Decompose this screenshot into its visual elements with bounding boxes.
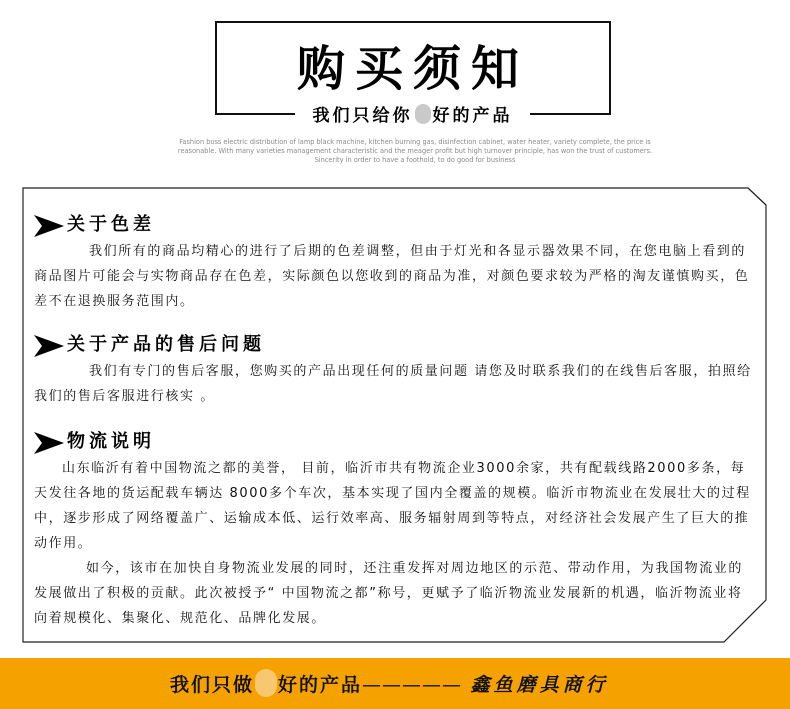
section-header	[34, 211, 754, 239]
section-title: 物流说明	[67, 431, 155, 452]
section-after-sales	[34, 331, 754, 409]
arrow-right-icon	[34, 335, 64, 357]
section-color-difference	[34, 211, 754, 314]
section-paragraph: 山东临沂有着中国物流之都的美誉， 目前，临沂市共有物流企业3000余家，共有配载线路2000多条，每天发往各地的货运配载车辆达 8000多个车次，基本实现了国内全覆盖的规模。临沂市物流业在发展壮大的过程中，逐步形成了网络覆盖广、运输成本低、运行效率高、服务辐射周到等特点，对经济社会发展产生了巨大的推动作用。	[34, 461, 751, 551]
subtitle-before: 我们只给你	[312, 106, 413, 126]
shop-name: 鑫鱼磨具商行	[470, 674, 609, 696]
section-header	[34, 428, 754, 456]
section-paragraph: 我们所有的商品均精心的进行了后期的色差调整，但由于灯光和各显示器效果不同，在您电脑上看到的商品图片可能会与实物商品存在色差，实际颜色以您收到的商品为准，对颜色要求较为严格的淘友谨慎购买，色差不在退换服务范围内。	[34, 244, 750, 309]
banner-dashes: —————	[362, 674, 463, 696]
bottom-banner	[0, 658, 790, 709]
arrow-right-icon	[34, 432, 64, 454]
fine-print: Fashion boss electric distribution of lamp black machine, kitchen burning gas, disinfection cabinet, water heater, variety complete, the price is reasonable. With many varieties management characteristic and the meager profit but high turnover principle, has won the trust of customers. Sincerity in order to have a foothold, to do good for business	[177, 138, 653, 164]
section-paragraph: 如今，该市在加快自身物流业发展的同时，还注重发挥对周边地区的示范、带动作用，为我国物流业的发展做出了积极的贡献。此次被授予“ 中国物流之都”称号，更赋予了临沂物流业发展新的机遇，临沂物流业将向着规模化、集聚化、规范化、品牌化发展。	[34, 561, 744, 626]
section-title: 关于产品的售后问题	[67, 334, 265, 355]
section-logistics	[34, 428, 754, 631]
banner-text-after: 好的产品	[278, 674, 363, 696]
section-title: 关于色差	[67, 214, 155, 235]
blurred-character	[255, 669, 277, 697]
page-title: 购买须知	[296, 41, 529, 97]
section-paragraph: 我们有专门的售后客服，您购买的产品出现任何的质量问题 请您及时联系我们的在线售后客服，拍照给我们的售后客服进行核实 。	[34, 364, 752, 404]
subtitle-after: 好的产品	[432, 106, 513, 126]
section-header	[34, 331, 754, 359]
banner-text-before: 我们只做	[170, 674, 255, 696]
arrow-right-icon	[34, 215, 64, 237]
banner-slogan	[170, 669, 609, 697]
